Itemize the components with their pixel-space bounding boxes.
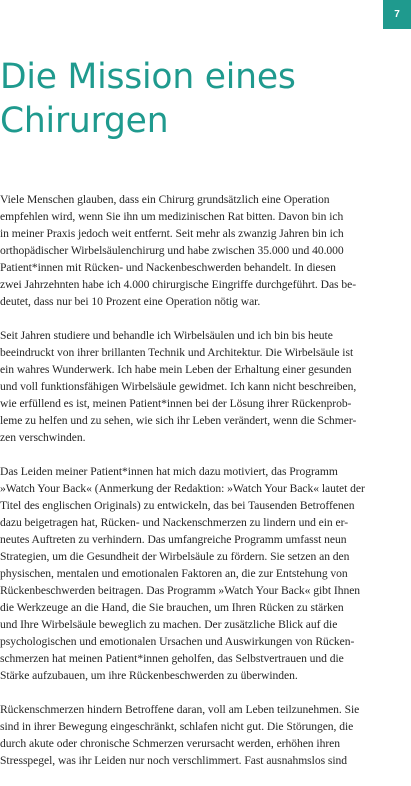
- text-line: die Werkzeuge an die Hand, die Sie brauchen, um Ihren Rücken zu stärken: [0, 601, 344, 614]
- text-line: leme zu helfen und zu sehen, wie sich ihr Leben verändert, wenn die Schmer-: [0, 414, 357, 427]
- text-line: Seit Jahren studiere und behandle ich Wirbelsäulen und ich bin bis heute: [0, 329, 333, 342]
- page-number: 7: [394, 9, 400, 20]
- text-line: sind in ihrer Bewegung eingeschränkt, schlafen nicht gut. Die Störungen, die: [0, 720, 354, 733]
- chapter-title-line: Chirurgen: [0, 101, 169, 141]
- text-line: schmerzen hat meinen Patient*innen geholfen, das Selbstvertrauen und die: [0, 652, 344, 665]
- text-line: zwei Jahrzehnten habe ich 4.000 chirurgische Eingriffe durchgeführt. Das be-: [0, 278, 357, 291]
- text-line: Rückenbeschwerden beitragen. Das Programm »Watch Your Back« gibt Ihnen: [0, 584, 361, 597]
- text-line: zen verschwinden.: [0, 431, 86, 444]
- text-line: physischen, mentalen und emotionalen Faktoren an, die zur Entstehung von: [0, 567, 348, 580]
- text-line: Stärke aufzubauen, um ihre Rückenbeschwerden zu überwinden.: [0, 669, 298, 682]
- body-text: [0, 191, 404, 786]
- text-line: Titel des englischen Originals) zu entwickeln, das bei Tausenden Betroffenen: [0, 499, 355, 512]
- text-line: durch akute oder chronische Schmerzen verursacht werden, erhöhen ihren: [0, 737, 340, 750]
- text-line: neutes Auftreten zu verhindern. Das umfangreiche Programm umfasst neun: [0, 533, 347, 546]
- text-line: und Ihre Wirbelsäule beweglich zu machen. Der zusätzliche Blick auf die: [0, 618, 338, 631]
- paragraph: [0, 191, 404, 310]
- text-line: orthopädischer Wirbelsäulenchirurg und habe zwischen 35.000 und 40.000: [0, 244, 344, 257]
- text-line: dazu beigetragen hat, Rücken- und Nackenschmerzen zu lindern und ein er-: [0, 516, 349, 529]
- text-line: Das Leiden meiner Patient*innen hat mich dazu motiviert, das Programm: [0, 465, 338, 478]
- text-line: beeindruckt von ihrer brillanten Technik und Architektur. Die Wirbelsäule ist: [0, 346, 354, 359]
- page-number-badge: [383, 0, 411, 29]
- text-line: empfehlen wird, wenn Sie ihn um medizinischen Rat bitten. Davon bin ich: [0, 210, 344, 223]
- text-line: wie erfüllend es ist, meinen Patient*innen bei der Lösung ihrer Rückenprob-: [0, 397, 352, 410]
- paragraph: [0, 701, 404, 769]
- paragraph: [0, 327, 404, 446]
- text-line: »Watch Your Back« (Anmerkung der Redaktion: »Watch Your Back« lautet der: [0, 482, 365, 495]
- text-line: und voll funktionsfähigen Wirbelsäule gewidmet. Ich kann nicht beschreiben,: [0, 380, 357, 393]
- text-line: Patient*innen mit Rücken- und Nackenbeschwerden behandelt. In diesen: [0, 261, 336, 274]
- chapter-title-line: Die Mission eines: [0, 57, 296, 97]
- paragraph: [0, 463, 404, 684]
- text-line: ein wahres Wunderwerk. Ich habe mein Leben der Erhaltung einer gesunden: [0, 363, 352, 376]
- text-line: Rückenschmerzen hindern Betroffene daran, voll am Leben teilzunehmen. Sie: [0, 703, 360, 716]
- text-line: deutet, dass nur bei 10 Prozent eine Operation nötig war.: [0, 295, 261, 308]
- text-line: Viele Menschen glauben, dass ein Chirurg grundsätzlich eine Operation: [0, 193, 330, 206]
- text-line: in meiner Praxis jedoch weit entfernt. Seit mehr als zwanzig Jahren bin ich: [0, 227, 344, 240]
- text-line: psychologischen und emotionalen Ursachen und Auswirkungen von Rücken-: [0, 635, 355, 648]
- text-line: Stresspegel, was ihr Leiden nur noch verschlimmert. Fast ausnahmslos sind: [0, 754, 347, 767]
- text-line: Strategien, um die Gesundheit der Wirbelsäule zu fördern. Sie setzen an den: [0, 550, 350, 563]
- chapter-title: [0, 55, 296, 143]
